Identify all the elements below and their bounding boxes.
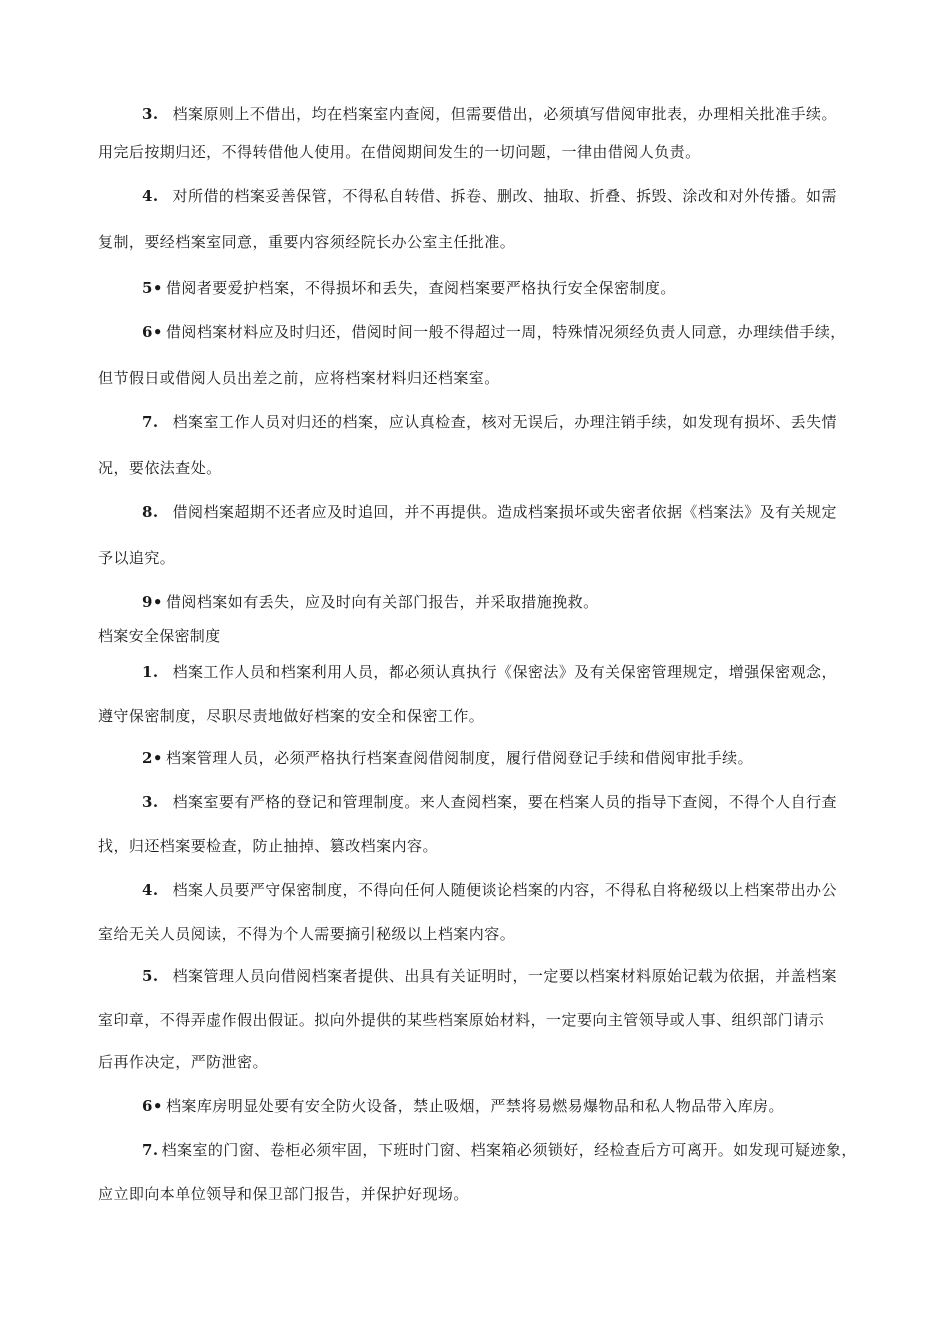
item-number: 7. <box>142 1141 159 1159</box>
security-rule-5-line-1 <box>142 966 837 986</box>
paragraph-text: 档案室的门窗、卷柜必须牢固，下班时门窗、档案箱必须锁好，经检查后方可离开。如发现可疑迹象， <box>161 1141 857 1159</box>
security-rule-6-line-1 <box>142 1096 784 1116</box>
heading-text: 档案安全保密制度 <box>98 627 221 645</box>
item-number: 6• <box>142 1097 163 1115</box>
rule-6-line-2 <box>98 368 500 388</box>
paragraph-text: 遵守保密制度，尽职尽责地做好档案的安全和保密工作。 <box>98 707 485 725</box>
rule-8-line-2 <box>98 548 175 568</box>
paragraph-text: 但节假日或借阅人员出差之前，应将档案材料归还档案室。 <box>98 369 500 387</box>
item-number: 3. <box>142 793 159 811</box>
rule-4-line-1 <box>142 186 837 206</box>
rule-7-line-2 <box>98 458 222 478</box>
paragraph-text: 档案管理人员向借阅档案者提供、出具有关证明时，一定要以档案材料原始记载为依据，并盖档案 <box>172 967 837 985</box>
rule-6-line-1 <box>142 322 846 342</box>
item-number: 9• <box>142 593 163 611</box>
paragraph-text: 借阅者要爱护档案，不得损坏和丢失，查阅档案要严格执行安全保密制度。 <box>165 279 676 297</box>
item-number: 8. <box>142 503 159 521</box>
paragraph-text: 予以追究。 <box>98 549 176 567</box>
security-rule-4-line-1 <box>142 880 837 900</box>
item-number: 4. <box>142 187 159 205</box>
rule-9-line-1 <box>142 592 599 612</box>
security-rule-7-line-1 <box>142 1140 857 1160</box>
item-number: 5• <box>142 279 163 297</box>
paragraph-text: 档案人员要严守保密制度，不得向任何人随便谈论档案的内容，不得私自将秘级以上档案带出办公 <box>172 881 837 899</box>
paragraph-text: 档案工作人员和档案利用人员，都必须认真执行《保密法》及有关保密管理规定，增强保密观念， <box>172 663 837 681</box>
paragraph-text: 档案管理人员，必须严格执行档案查阅借阅制度，履行借阅登记手续和借阅审批手续。 <box>165 749 754 767</box>
paragraph-text: 找，归还档案要检查，防止抽掉、篡改档案内容。 <box>98 837 438 855</box>
paragraph-text: 室给无关人员阅读，不得为个人需要摘引秘级以上档案内容。 <box>98 925 516 943</box>
item-number: 2• <box>142 749 163 767</box>
rule-5-line-1 <box>142 278 676 298</box>
paragraph-text: 复制，要经档案室同意，重要内容须经院长办公室主任批准。 <box>98 233 516 251</box>
rule-3-line-1 <box>142 104 837 124</box>
paragraph-text: 档案原则上不借出，均在档案室内查阅，但需要借出，必须填写借阅审批表，办理相关批准手续。 <box>172 105 837 123</box>
paragraph-text: 借阅档案如有丢失，应及时向有关部门报告，并采取措施挽救。 <box>165 593 599 611</box>
paragraph-text: 用完后按期归还，不得转借他人使用。在借阅期间发生的一切问题，一律由借阅人负责。 <box>98 143 701 161</box>
rule-4-line-2 <box>98 232 515 252</box>
item-number: 6• <box>142 323 163 341</box>
paragraph-text: 况，要依法查处。 <box>98 459 222 477</box>
paragraph-text: 借阅档案超期不还者应及时追回，并不再提供。造成档案损坏或失密者依据《档案法》及有关规定 <box>172 503 837 521</box>
security-rule-1-line-2 <box>98 706 484 726</box>
paragraph-text: 档案库房明显处要有安全防火设备，禁止吸烟，严禁将易燃易爆物品和私人物品带入库房。 <box>165 1097 784 1115</box>
security-rule-4-line-2 <box>98 924 515 944</box>
item-number: 5. <box>142 967 159 985</box>
paragraph-text: 对所借的档案妥善保管，不得私自转借、拆卷、删改、抽取、折叠、拆毁、涂改和对外传播。如需 <box>172 187 837 205</box>
security-rule-3-line-1 <box>142 792 837 812</box>
security-rule-1-line-1 <box>142 662 837 682</box>
section-heading <box>98 626 220 646</box>
item-number: 3. <box>142 105 159 123</box>
security-rule-5-line-2 <box>98 1010 824 1030</box>
item-number: 7. <box>142 413 159 431</box>
item-number: 1. <box>142 663 159 681</box>
paragraph-text: 档案室工作人员对归还的档案，应认真检查，核对无误后，办理注销手续，如发现有损坏、丢失情 <box>172 413 837 431</box>
security-rule-7-line-2 <box>98 1184 469 1204</box>
rule-7-line-1 <box>142 412 837 432</box>
paragraph-text: 应立即向本单位领导和保卫部门报告，并保护好现场。 <box>98 1185 469 1203</box>
paragraph-text: 室印章，不得弄虚作假出假证。拟向外提供的某些档案原始材料，一定要向主管领导或人事、组织部门请示 <box>98 1011 825 1029</box>
paragraph-text: 档案室要有严格的登记和管理制度。来人查阅档案，要在档案人员的指导下查阅，不得个人自行查 <box>172 793 837 811</box>
security-rule-2-line-1 <box>142 748 753 768</box>
paragraph-text: 后再作决定，严防泄密。 <box>98 1053 268 1071</box>
paragraph-text: 借阅档案材料应及时归还，借阅时间一般不得超过一周，特殊情况须经负责人同意，办理续借手续， <box>165 323 846 341</box>
rule-8-line-1 <box>142 502 837 522</box>
rule-3-line-2 <box>98 142 701 162</box>
security-rule-5-line-3 <box>98 1052 268 1072</box>
security-rule-3-line-2 <box>98 836 438 856</box>
item-number: 4. <box>142 881 159 899</box>
